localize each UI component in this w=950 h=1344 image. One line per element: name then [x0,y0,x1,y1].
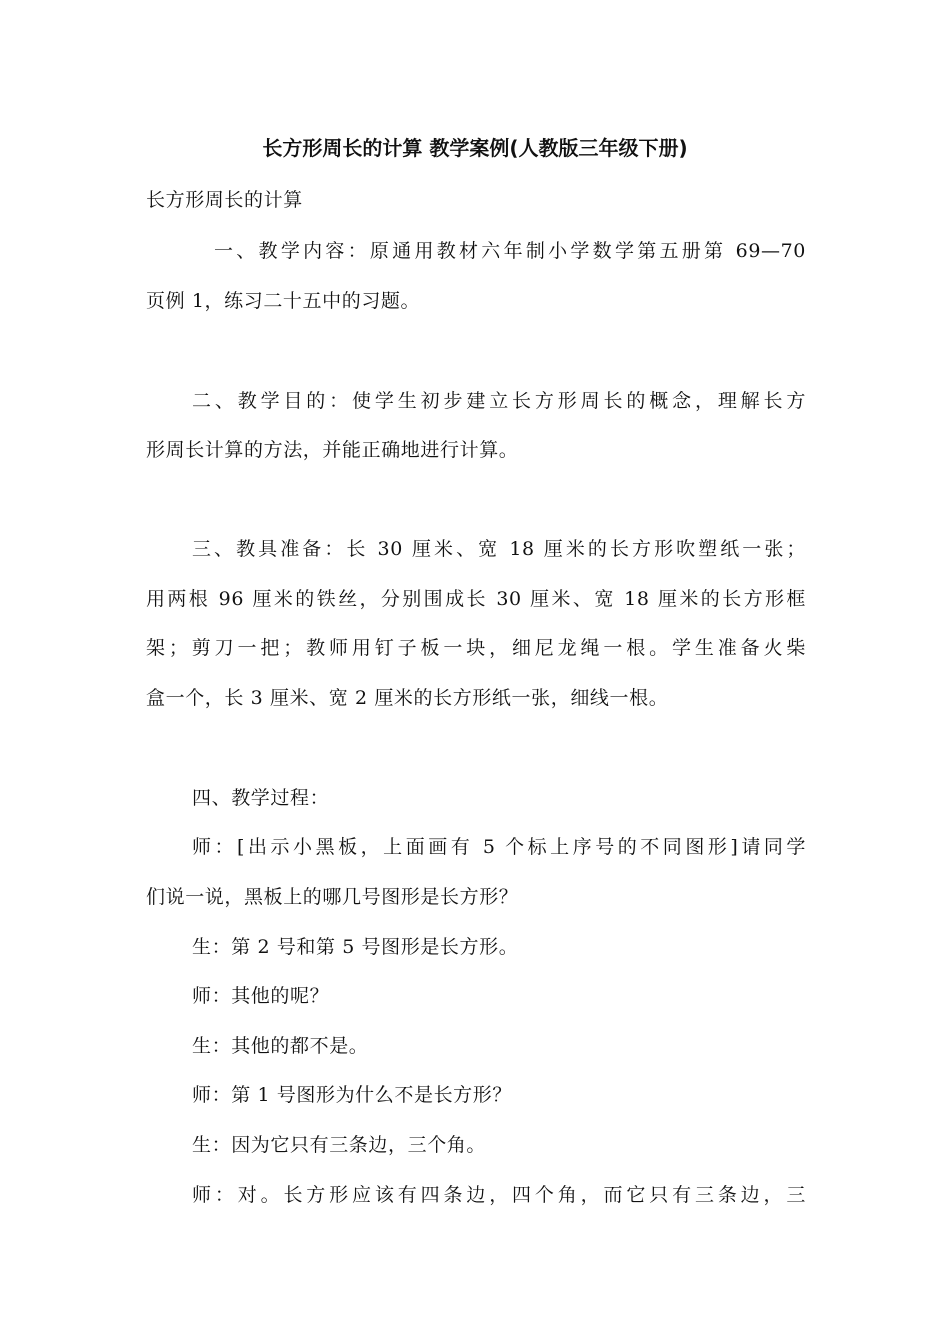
paragraph-line: 架；剪刀一把；教师用钉子板一块，细尼龙绳一根。学生准备火柴 [146,637,806,659]
paragraph-line: 生：第 2 号和第 5 号图形是长方形。 [192,936,519,958]
paragraph-line: 一、教学内容：原通用教材六年制小学数学第五册第 69—70 [214,240,806,262]
paragraph-line: 师：对。长方形应该有四条边，四个角，而它只有三条边，三 [192,1184,806,1206]
paragraph-line: 师：第 1 号图形为什么不是长方形？ [192,1084,512,1106]
paragraph-line: 们说一说，黑板上的哪几号图形是长方形？ [146,886,519,908]
paragraph-line: 师：[出示小黑板，上面画有 5 个标上序号的不同图形]请同学 [192,836,806,858]
paragraph-line: 形周长计算的方法，并能正确地进行计算。 [146,439,519,461]
paragraph-line: 用两根 96 厘米的铁丝，分别围成长 30 厘米、宽 18 厘米的长方形框 [146,588,806,610]
document-title: 长方形周长的计算 教学案例(人教版三年级下册) [262,136,688,160]
paragraph-line: 生：其他的都不是。 [192,1035,369,1057]
paragraph-line: 三、教具准备：长 30 厘米、宽 18 厘米的长方形吹塑纸一张； [192,538,806,560]
paragraph-line: 四、教学过程： [192,787,330,809]
paragraph-line: 盒一个，长 3 厘米、宽 2 厘米的长方形纸一张，细线一根。 [146,687,669,709]
paragraph-line: 生：因为它只有三条边，三个角。 [192,1134,487,1156]
paragraph-line: 二、教学目的：使学生初步建立长方形周长的概念，理解长方 [192,390,806,412]
paragraph-line: 页例 1，练习二十五中的习题。 [146,290,421,312]
section-heading: 长方形周长的计算 [146,189,303,211]
paragraph-line: 师：其他的呢？ [192,985,330,1007]
